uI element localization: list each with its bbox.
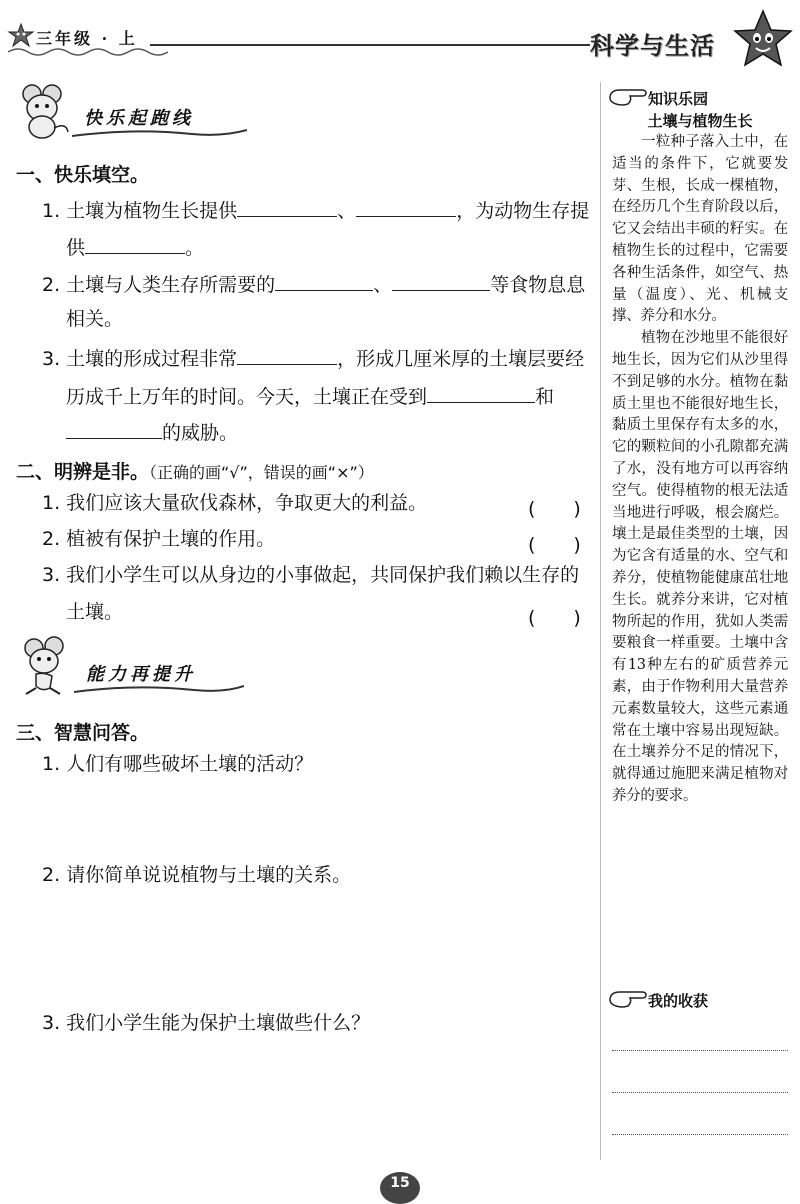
article-title: 土壤与植物生长 [647, 112, 753, 130]
q1-blank-3[interactable] [85, 235, 185, 254]
section2-question2: 2. 植被有保护土壤的作用。 [42, 528, 276, 550]
q3-blank-1[interactable] [237, 346, 337, 365]
section1-question3-line3 [66, 420, 238, 443]
section1-question1-line2 [66, 235, 204, 258]
warmup-banner-underline [72, 126, 247, 140]
q3-text-d: 和 [535, 386, 555, 408]
q3-text-a: 3. 土壤的形成过程非常 [42, 348, 238, 370]
section3-question2: 2. 请你简单说说植物与土壤的关系。 [42, 864, 352, 886]
header [0, 0, 800, 70]
q1-text-c: 供 [66, 237, 86, 259]
section3-title: 三、智慧问答。 [16, 722, 150, 744]
q2-sep: 、 [373, 274, 393, 296]
improve-banner-underline [74, 682, 244, 696]
section2-title: 二、明辨是非。 [16, 461, 150, 483]
q2-text-b: 等食物息息 [490, 274, 586, 296]
section1-question3-line1 [42, 346, 584, 369]
q3-text-b: ，形成几厘米厚的土壤层要经 [337, 348, 585, 370]
section2-question1: 1. 我们应该大量砍伐森林，争取更大的利益。 [42, 492, 428, 514]
section1-question2-line2: 相关。 [66, 308, 124, 330]
q3-text-e: 的威胁。 [162, 422, 239, 444]
q1-blank-1[interactable] [237, 198, 337, 217]
improve-banner-title: 能力再提升 [86, 664, 196, 685]
section1-question1-line1 [42, 198, 589, 221]
answer-paren-3[interactable]: ( ) [528, 607, 581, 629]
section3-question3: 3. 我们小学生能为保护土壤做些什么？ [42, 1012, 371, 1034]
section3-answer-area-3[interactable] [42, 1044, 582, 1154]
answer-paren-2[interactable]: ( ) [528, 534, 581, 556]
q1-text-a: 1. 土壤为植物生长提供 [42, 200, 238, 222]
q1-sep: 、 [337, 200, 357, 222]
harvest-label: 我的收获 [648, 992, 709, 1010]
section2-title-row [16, 457, 374, 484]
article-paragraph-1: 一粒种子落入土中，在适当的条件下，它就要发芽、生根，长成一棵植物，在经历几个生育阶段以后，它又会结出丰硕的籽实。在植物生长的过程中，它需要各种生活条件，如空气、热量（温度）、光、机械支撑、养分和水分。 [612, 134, 788, 325]
header-rule [150, 44, 590, 46]
harvest-line-3[interactable] [612, 1134, 788, 1135]
page-number: 15 [390, 1175, 410, 1191]
q2-blank-1[interactable] [275, 272, 373, 291]
q1-blank-2[interactable] [356, 198, 456, 217]
q1-end: 。 [185, 237, 205, 259]
article-paragraph-2: 植物在沙地里不能很好地生长，因为它们从沙里得不到足够的水分。植物在黏质土里也不能很好地生长，黏质土里保存有太多的水，它的颗粒间的小孔隙都充满了水，没有地方可以再容纳空气。使得植物的根无法适当地进行呼吸，根会腐烂。壤土是最佳类型的土壤，因为它含有适量的水、空气和养分，使植物能健康茁壮地生长。就养分来讲，它对植物所起的作用，犹如人类需要粮食一样重要。土壤中含有13种左右的矿质营养元素，由于作物利用大量营养元素数量较大，这些元素通常在土壤中容易出现短缺。在土壤养分不足的情况下，就得通过施肥来满足植物对养分的要求。 [612, 330, 788, 804]
warmup-banner-title: 快乐起跑线 [84, 108, 194, 129]
grade-label: 三年级 · 上 [36, 29, 138, 48]
book-title: 科学与生活 [590, 31, 715, 60]
mascot-star-icon [732, 8, 794, 70]
mouse-mascot-icon [14, 82, 74, 140]
section2-question3-line1: 3. 我们小学生可以从身边的小事做起，共同保护我们赖以生存的 [42, 564, 580, 586]
section3-answer-area-1[interactable] [42, 785, 582, 860]
section1-question3-line2 [66, 384, 554, 407]
header-wave-decoration [8, 44, 168, 58]
section2-instruction: （正确的画“√”，错误的画“×”） [149, 463, 374, 482]
section3-answer-area-2[interactable] [42, 896, 582, 1006]
harvest-line-1[interactable] [612, 1050, 788, 1051]
q1-text-b: ，为动物生存提 [456, 200, 590, 222]
article-body [612, 132, 788, 808]
pointing-hand-icon [608, 86, 648, 108]
pointing-hand-icon-2 [608, 988, 648, 1010]
section3-question1: 1. 人们有哪些破坏土壤的活动？ [42, 753, 314, 775]
knowledge-label: 知识乐园 [648, 90, 709, 108]
section2-question3-line2: 土壤。 [66, 601, 124, 623]
q2-text-a: 2. 土壤与人类生存所需要的 [42, 274, 276, 296]
q3-blank-3[interactable] [66, 420, 162, 439]
q3-blank-2[interactable] [427, 384, 535, 403]
q2-blank-2[interactable] [392, 272, 490, 291]
mouse-running-icon [14, 636, 76, 698]
warmup-banner [14, 82, 244, 142]
q3-text-c: 历成千上万年的时间。今天，土壤正在受到 [66, 386, 428, 408]
harvest-line-2[interactable] [612, 1092, 788, 1093]
column-divider [600, 82, 601, 1160]
section1-question2-line1 [42, 272, 585, 295]
section1-title: 一、快乐填空。 [16, 164, 150, 186]
improve-banner [14, 636, 244, 700]
answer-paren-1[interactable]: ( ) [528, 498, 581, 520]
